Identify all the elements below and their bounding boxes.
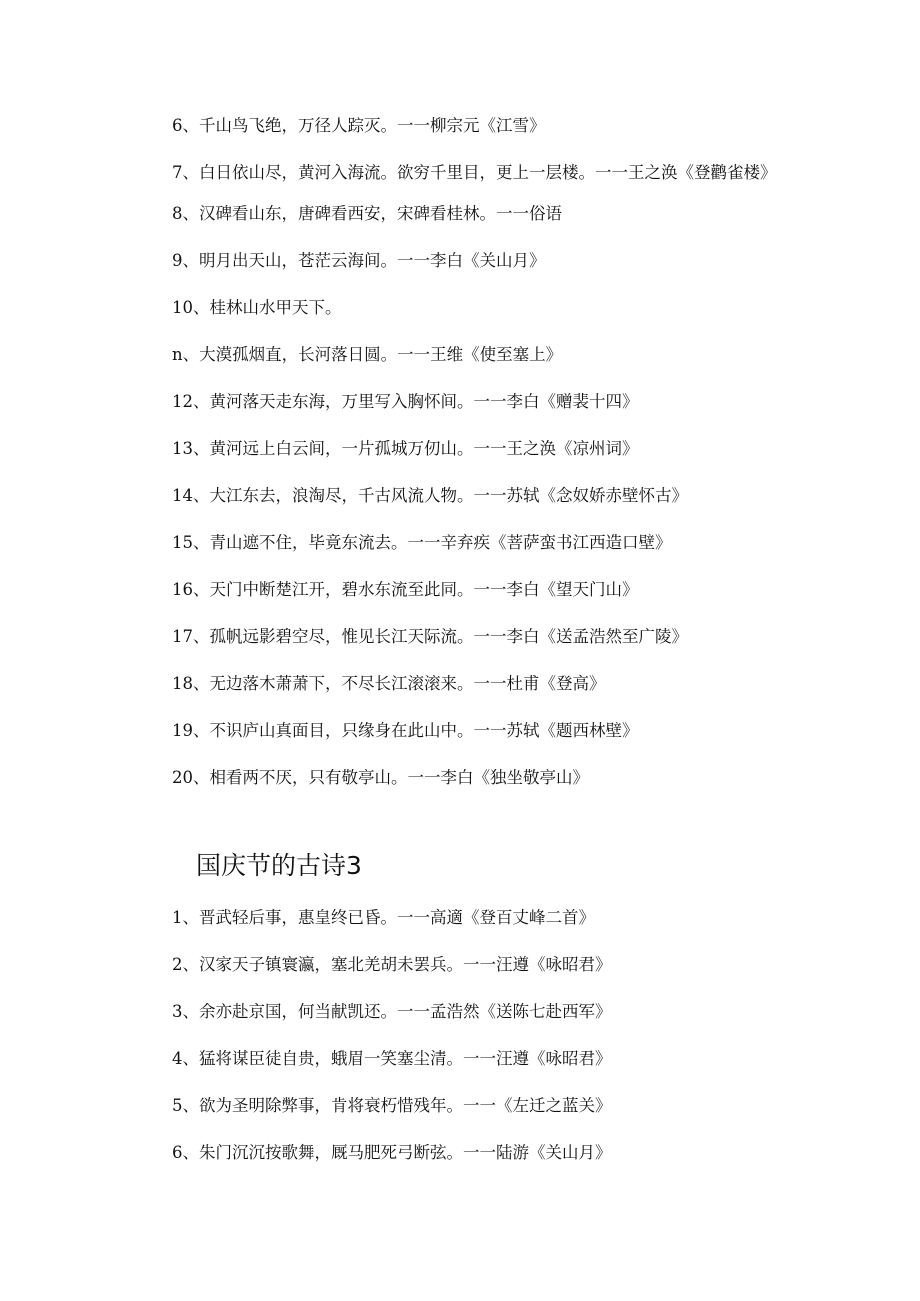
- poem-line-2-2: 2、汉家天子镇寰瀛，塞北羌胡未罢兵。一一汪遵《咏昭君》: [172, 955, 612, 974]
- poem-line-1-13: 13、黄河远上白云间，一片孤城万仞山。一一王之涣《凉州词》: [172, 439, 639, 458]
- poem-line-1-17: 17、孤帆远影碧空尽，惟见长江天际流。一一李白《送孟浩然至广陵》: [172, 627, 688, 646]
- poem-line-1-19: 19、不识庐山真面目，只缘身在此山中。一一苏轼《题西林壁》: [172, 721, 639, 740]
- poem-line-2-3: 3、余亦赴京国，何当献凯还。一一孟浩然《送陈七赴西军》: [172, 1002, 612, 1021]
- poem-line-1-18: 18、无边落木萧萧下，不尽长江滚滚来。一一杜甫《登高》: [172, 674, 606, 693]
- poem-line-2-6: 6、朱门沉沉按歌舞，厩马肥死弓断弦。一一陆游《关山月》: [172, 1143, 612, 1162]
- poem-line-2-1: 1、晋武轻后事，惠皇终已昏。一一高適《登百丈峰二首》: [172, 908, 595, 927]
- poem-line-1-16: 16、天门中断楚江开，碧水东流至此同。一一李白《望天门山》: [172, 580, 639, 599]
- poem-line-1-15: 15、青山遮不住，毕竟东流去。一一辛弃疾《菩萨蛮书江西造口壁》: [172, 533, 672, 552]
- poem-line-1-14: 14、大江东去，浪淘尽，千古风流人物。一一苏轼《念奴娇赤壁怀古》: [172, 486, 688, 505]
- section-heading: 国庆节的古诗3: [196, 851, 362, 880]
- poem-line-1-8: 8、汉碑看山东，唐碑看西安，宋碑看桂林。一一俗语: [172, 204, 562, 223]
- poem-list-section-1: [172, 112, 782, 811]
- poem-line-1-12: 12、黄河落天走东海，万里写入胸怀间。一一李白《赠裴十四》: [172, 392, 639, 411]
- poem-line-1-11: n、大漠孤烟直，长河落日圆。一一王维《使至塞上》: [172, 345, 563, 364]
- poem-line-1-9: 9、明月出天山，苍茫云海间。一一李白《关山月》: [172, 251, 546, 270]
- poem-line-1-20: 20、相看两不厌，只有敬亭山。一一李白《独坐敬亭山》: [172, 768, 589, 787]
- poem-line-1-7: 7、白日依山尽，黄河入海流。欲穷千里目，更上一层楼。一一王之涣《登鹳雀楼》: [172, 163, 777, 182]
- poem-line-1-6: 6、千山鸟飞绝，万径人踪灭。一一柳宗元《江雪》: [172, 116, 546, 135]
- poem-line-2-4: 4、猛将谋臣徒自贵，蛾眉一笑塞尘清。一一汪遵《咏昭君》: [172, 1049, 612, 1068]
- poem-list-section-2: [172, 904, 782, 1186]
- poem-line-2-5: 5、欲为圣明除弊事，肯将衰朽惜残年。一一《左迁之蓝关》: [172, 1096, 612, 1115]
- poem-line-1-10: 10、桂林山水甲天下。: [172, 298, 342, 317]
